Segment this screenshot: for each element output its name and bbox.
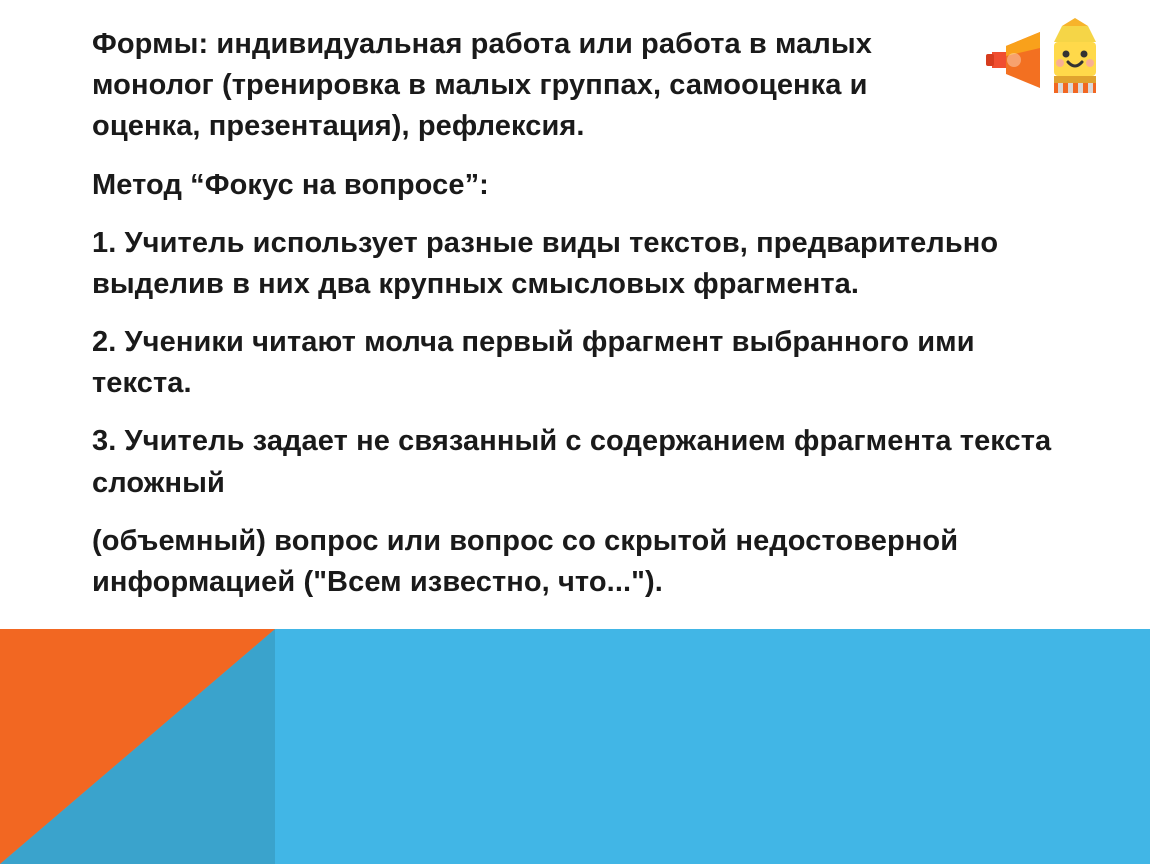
paragraph-1: Формы: индивидуальная работа или работа в малых монолог (тренировка в малых группах, самооценка и оценка, презентация), рефлексия. — [92, 28, 872, 143]
paragraph-2: Метод “Фокус на вопросе”: — [92, 168, 489, 201]
slide-body — [92, 24, 1082, 620]
megaphone-pencil-icon — [984, 18, 1102, 98]
band-orange-wedge — [0, 629, 275, 864]
footer-decoration-band — [0, 629, 1150, 864]
paragraph-5: 3. Учитель задает не связанный с содержанием фрагмента текста сложный — [92, 425, 1052, 499]
paragraph-4: 2. Ученики читают молча первый фрагмент выбранного ими текста. — [92, 326, 975, 400]
paragraph-3: 1. Учитель использует разные виды текстов, предварительно выделив в них два крупных смысловых фрагмента. — [92, 226, 999, 300]
paragraph-6: (объемный) вопрос или вопрос со скрытой недостоверной информацией ("Всем известно, что..."). — [92, 524, 959, 598]
